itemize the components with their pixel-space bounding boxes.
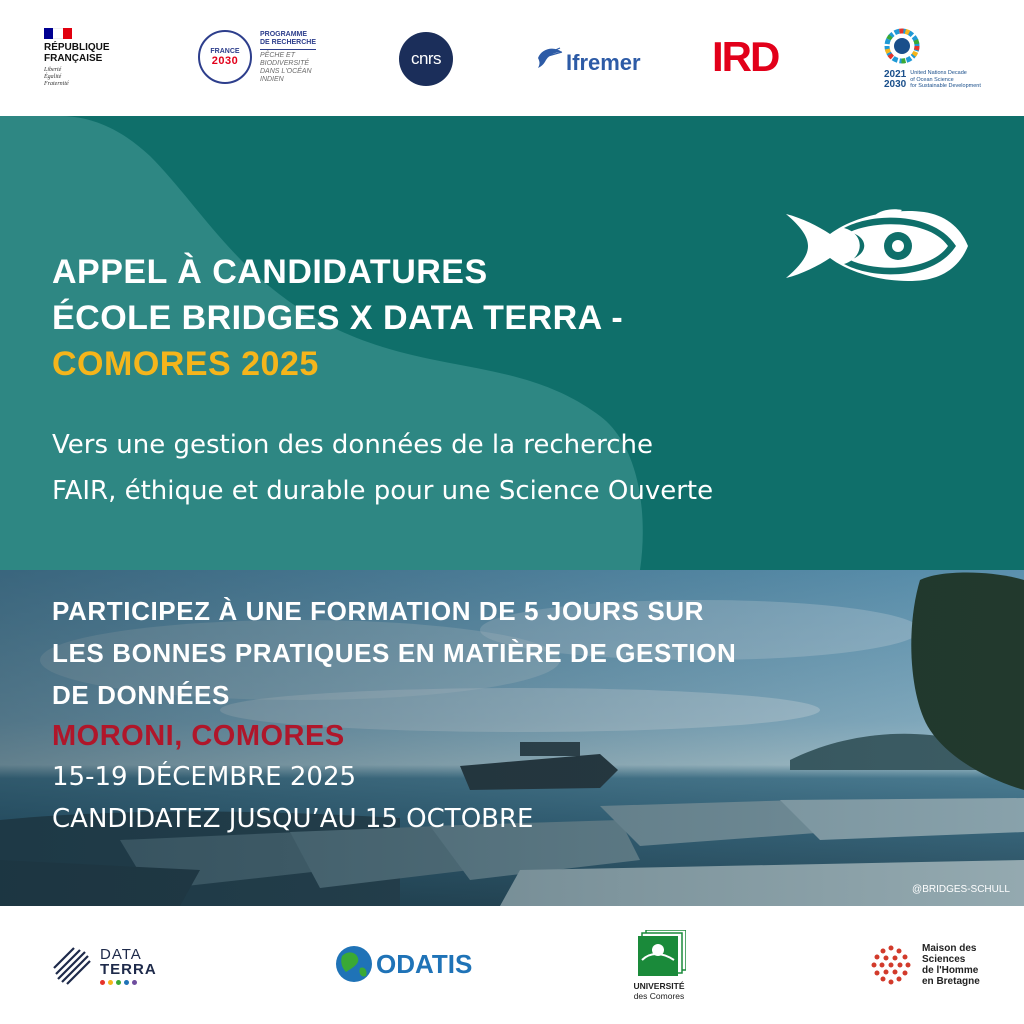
data-terra-globe-icon	[52, 946, 92, 986]
universite-comores-emblem-icon	[632, 930, 686, 978]
odatis-globe-icon	[334, 940, 374, 988]
headline-line-1: PARTICIPEZ À UNE FORMATION DE 5 JOURS SUR	[52, 596, 705, 626]
universite-comores-text	[633, 981, 684, 1001]
shrimp-icon	[536, 44, 564, 70]
wheel-icon	[884, 28, 920, 64]
subtitle-line-1: Vers une gestion des données de la recherche	[52, 430, 654, 460]
universite-comores-logo	[632, 930, 686, 1001]
data-terra-dots	[100, 980, 157, 985]
headline-line-2: LES BONNES PRATIQUES EN MATIÈRE DE GESTION	[52, 638, 737, 668]
partner-logos-header	[0, 0, 1024, 116]
france-2030-logo	[198, 30, 316, 84]
france-2030-circle-top: FRANCE	[210, 47, 240, 55]
training-info	[52, 590, 736, 840]
ird-logo-text: IRD	[712, 33, 779, 80]
data-terra-line-1: DATA	[100, 946, 142, 963]
title-line-1: APPEL À CANDIDATURES	[52, 253, 488, 291]
odatis-logo	[334, 940, 472, 988]
subtitle-line-2: FAIR, éthique et durable pour une Science Ouverte	[52, 476, 714, 506]
french-flag-icon	[44, 28, 72, 39]
universite-comores-bold: UNIVERSITÉ	[633, 981, 685, 991]
france-2030-program: PROGRAMME DE RECHERCHE	[260, 31, 316, 50]
republique-francaise-logo	[44, 28, 110, 88]
universite-comores-line-2: des Comores	[633, 991, 685, 1001]
un-ocean-decade-logo	[884, 28, 981, 90]
ifremer-logo	[536, 38, 641, 76]
data-terra-logo	[52, 946, 157, 986]
ird-logo	[712, 34, 778, 80]
ifremer-logo-text: Ifremer	[566, 50, 641, 75]
title-line-3: COMORES 2025	[52, 345, 319, 383]
france-2030-circle-bottom: 2030	[211, 54, 239, 67]
application-deadline: CANDIDATEZ JUSQU’AU 15 OCTOBRE	[52, 804, 534, 834]
un-decade-text: United Nations Decade of Ocean Science for Sustainable Development	[910, 70, 981, 90]
republique-francaise-name: RÉPUBLIQUE FRANÇAISE	[44, 42, 110, 64]
cnrs-logo-text: cnrs	[410, 49, 442, 68]
banner-subtitle	[52, 422, 713, 514]
headline-line-3: DE DONNÉES	[52, 680, 230, 710]
event-dates: 15-19 DÉCEMBRE 2025	[52, 762, 357, 792]
mshb-logo	[868, 942, 980, 988]
event-location: MORONI, COMORES	[52, 720, 345, 752]
mshb-logo-text: Maison des Sciences de l'Homme en Bretagne	[922, 943, 980, 987]
un-decade-years: 2021 2030	[884, 69, 907, 90]
mshb-dots-icon	[868, 942, 914, 988]
republique-francaise-motto: Liberté Égalité Fraternité	[44, 67, 69, 87]
banner-title	[52, 249, 623, 387]
france-2030-theme: PÊCHE ET BIODIVERSITÉ DANS L'OCÉAN INDIEN	[260, 51, 312, 83]
cnrs-logo	[399, 32, 453, 86]
photo-credit: @BRIDGES-SCHULL	[912, 884, 1010, 895]
fish-eye-icon	[784, 208, 970, 284]
title-line-2: ÉCOLE BRIDGES X DATA TERRA -	[52, 299, 624, 337]
france-2030-emblem-icon	[198, 30, 252, 84]
odatis-logo-text: ODATIS	[376, 948, 473, 979]
data-terra-line-2: TERRA	[100, 961, 157, 978]
